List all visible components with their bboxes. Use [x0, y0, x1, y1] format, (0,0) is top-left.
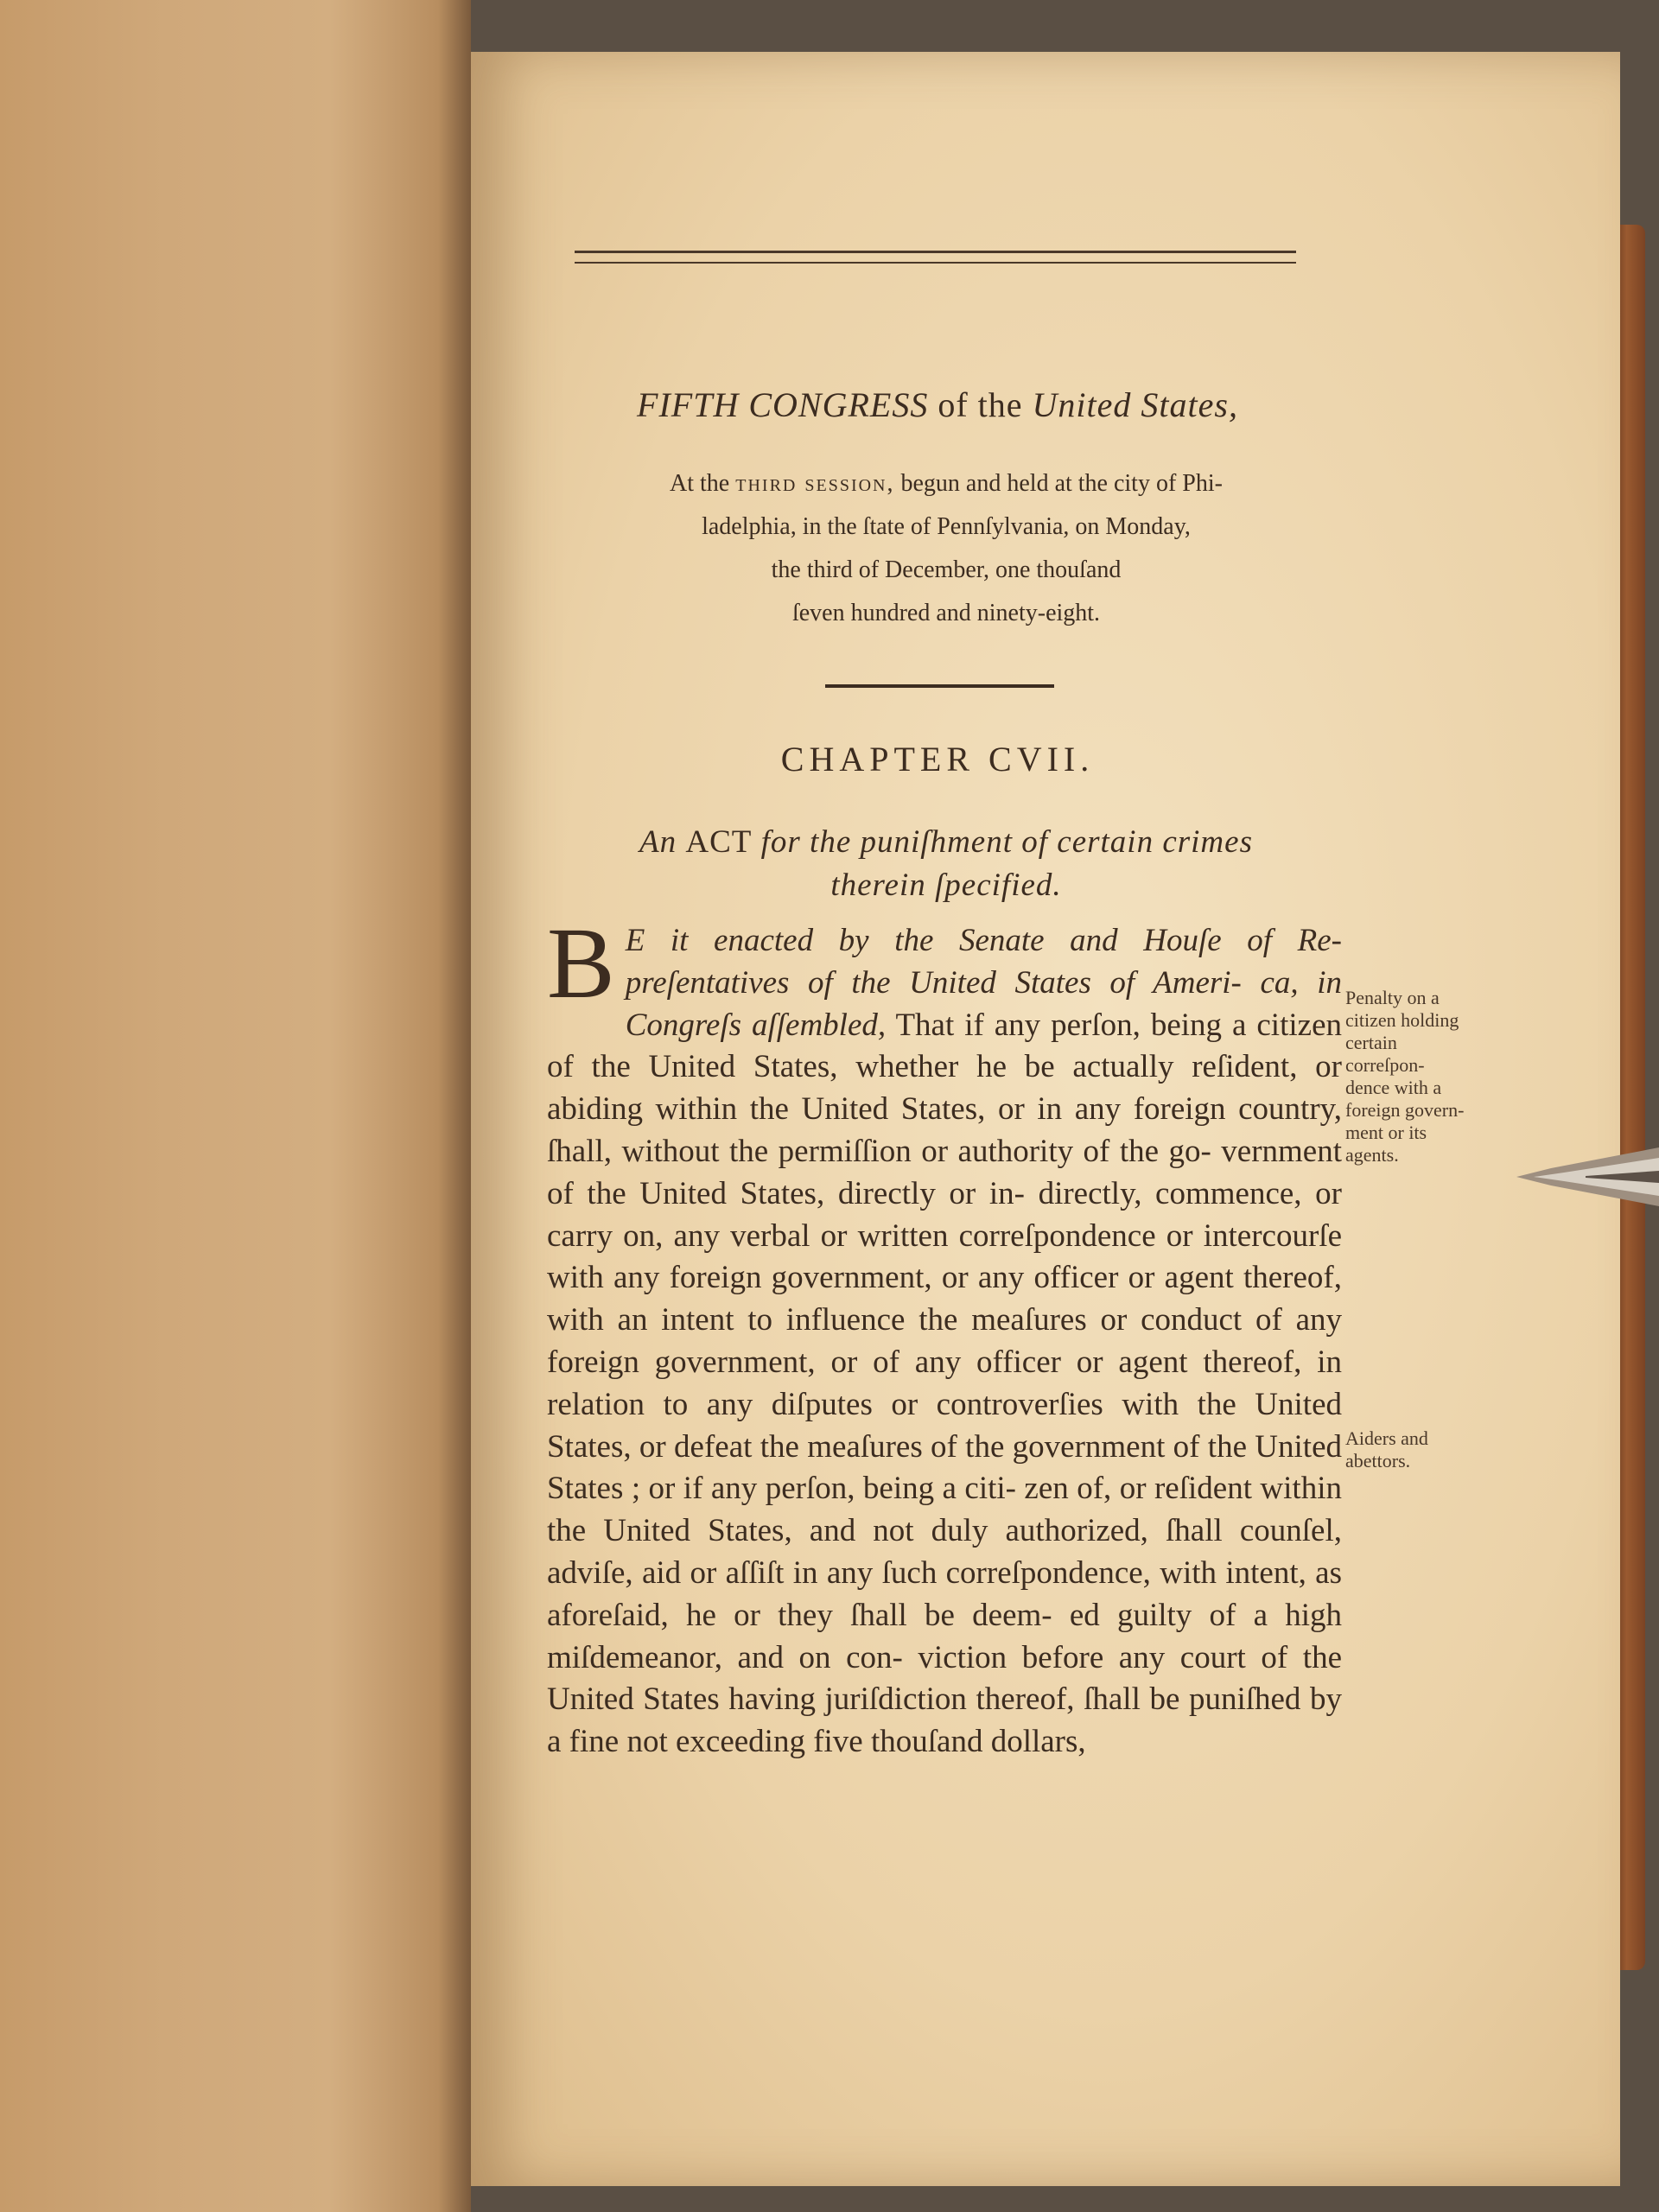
title-part-2: of the: [938, 385, 1023, 424]
act-body: [547, 906, 1342, 1764]
enacting-clause: E it enacted by the Senate and Houſe of Re- preſentatives of the United States of Ameri- ca, in Congreſs aſſembled,: [625, 923, 1342, 1043]
congress-title: [523, 385, 1352, 425]
session-part-2: begun and held at the city of Phi-: [900, 470, 1223, 497]
ornamental-rule: [825, 684, 1054, 688]
title-part-3: United States,: [1032, 385, 1238, 424]
facing-blank-page: [0, 0, 471, 2212]
act-title-line-1: for the puniſhment of certain crimes: [760, 824, 1253, 860]
act-title-act: ACT: [685, 824, 753, 860]
act-text: That if any perſon, being a citizen of the United States, whether he be actually reſident, or abiding within the United States, or in any foreign country, ſhall, without the permiſſion or authority of the go- vernment of the United States, directly or in- directly, commence, or carry on, any verbal or written correſpondence or intercourſe with any foreign government, or any officer or agent thereof, with an intent to influence the meaſures or conduct of any foreign government, or of any officer or agent thereof, in relation to any diſputes or controverſies with the United States, or defeat the meaſures of the government of the United States ; or if any perſon, being a citi- zen of, or reſident within the United States, and not duly authorized, ſhall counſel, adviſe, aid or aſſiſt in any ſuch correſpondence, with intent, as aforeſaid, he or they ſhall be deem- ed guilty of a high miſdemeanor, and on con- viction before any court of the United States having juriſdiction thereof, ſhall be puniſhed by a fine not exceeding five thouſand dollars,: [547, 1007, 1342, 1760]
session-line-3: the third of December, one thouſand: [771, 556, 1122, 583]
act-title-line-2: therein ſpecified.: [830, 868, 1062, 903]
session-line-2: ladelphia, in the ſtate of Pennſylvania, on Monday,: [702, 513, 1191, 540]
act-title: [531, 821, 1361, 907]
top-double-rule: [575, 251, 1296, 264]
margin-note-aiders: Aiders and abettors.: [1345, 1427, 1428, 1471]
session-part-1: At the: [670, 470, 730, 497]
session-statement: [531, 462, 1361, 635]
margin-note-penalty: Penalty on a citizen holding certain correſpon- dence with a foreign govern- ment or its agents.: [1345, 987, 1465, 1166]
title-part-1: FIFTH CONGRESS: [637, 385, 929, 424]
chapter-heading: CHAPTER CVII.: [780, 740, 1095, 779]
printed-page: [471, 52, 1620, 2186]
session-line-4: ſeven hundred and ninety-eight.: [791, 600, 1101, 626]
drop-cap: B: [547, 906, 615, 1020]
metal-clip-icon: [1516, 1132, 1659, 1218]
act-title-an: An: [639, 824, 677, 860]
session-keyword: third session,: [735, 470, 895, 497]
session-line-1: [670, 470, 1223, 497]
